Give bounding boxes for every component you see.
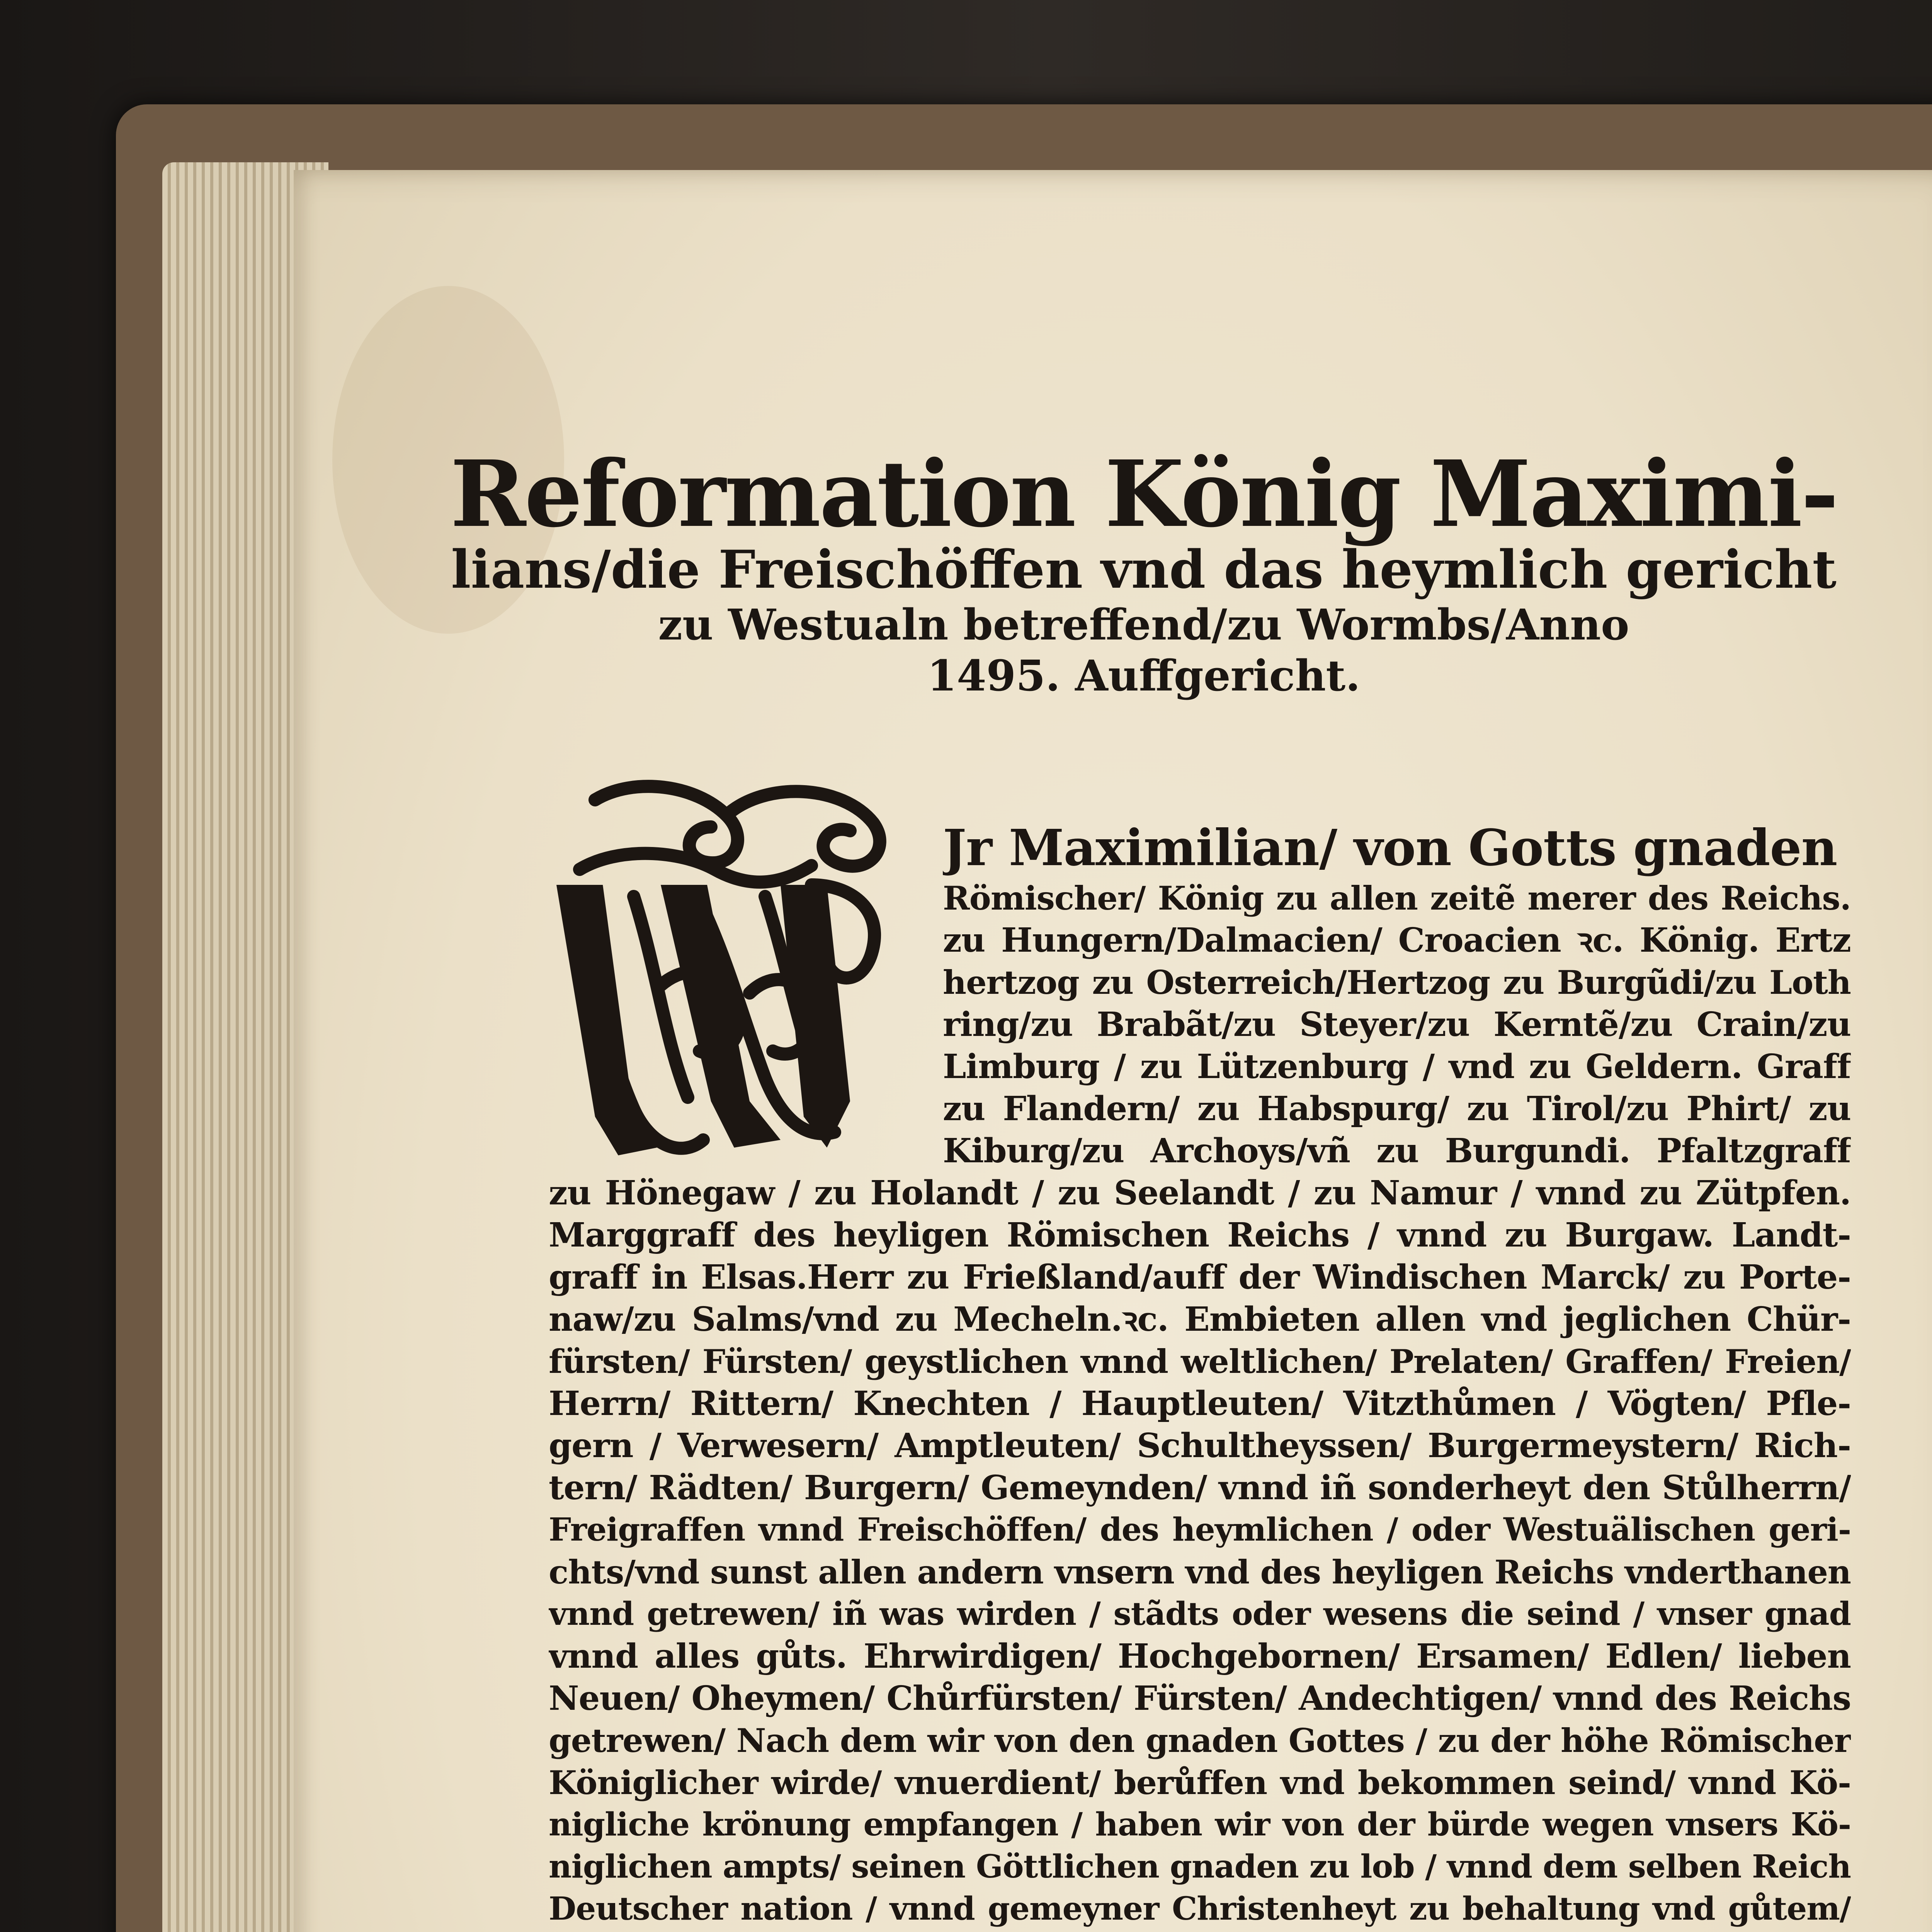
body-text-line: vnnd alles gůts. Ehrwirdigen/ Hochgebornen/ Ersamen/ Edlen/ lieben xyxy=(549,1637,1851,1676)
body-text-line: Limburg / zu Lützenburg / vnd zu Geldern. Graff xyxy=(943,1047,1851,1086)
body-text-line: Römischer/ König zu allen zeitẽ merer des Reichs. xyxy=(943,879,1851,917)
title-line: zu Westualn betreffend/zu Wormbs/Anno xyxy=(658,600,1629,650)
body-text-line: Freigraffen vnnd Freischöffen/ des heymlichen / oder Westuälischen geri- xyxy=(549,1511,1851,1548)
body-text-line: Deutscher nation / vnnd gemeyner Christenheyt zu behaltung vnd gůtem/ xyxy=(549,1890,1851,1927)
page-title xyxy=(444,440,1843,701)
body-text-line xyxy=(549,1930,1851,1932)
body-text-line: zu Hönegaw / zu Holandt / zu Seelandt / zu Namur / vnnd zu Zütpfen. xyxy=(549,1173,1851,1213)
body-text-line: niglichen ampts/ seinen Göttlichen gnaden zu lob / vnnd dem selben Reich xyxy=(549,1848,1851,1885)
body-text-line: nigliche krönung empfangen / haben wir von der bürde wegen vnsers Kö- xyxy=(549,1806,1851,1843)
body-opening-line: Jr Maximilian/ von Gotts gnaden xyxy=(943,819,1837,877)
body-text xyxy=(549,819,1851,1932)
body-text-line: gern / Verwesern/ Amptleuten/ Schultheyssen/ Burgermeystern/ Rich- xyxy=(549,1426,1851,1465)
body-text-line: Kiburg/zu Archoys/vñ zu Burgundi. Pfaltzgraff xyxy=(943,1131,1851,1170)
body-text-line: fürsten/ Fürsten/ geystlichen vnnd weltlichen/ Prelaten/ Graffen/ Freien/ xyxy=(549,1342,1851,1381)
body-text-line: Königlicher wirde/ vnuerdient/ berůffen vnd bekommen seind/ vnnd Kö- xyxy=(549,1764,1851,1802)
body-text-line: Marggraff des heyligen Römischen Reichs / vnnd zu Burgaw. Landt- xyxy=(549,1216,1851,1255)
body-text-line: zu Flandern/ zu Habspurg/ zu Tirol/zu Phirt/ zu xyxy=(943,1089,1851,1128)
title-line: 1495. Auffgericht. xyxy=(927,651,1361,701)
title-line: Reformation König Maximi- xyxy=(450,440,1837,548)
body-text-line: Herrn/ Rittern/ Knechten / Hauptleuten/ Vitzthůmen / Vögten/ Pfle- xyxy=(549,1384,1851,1423)
body-text-line: chts/vnd sunst allen andern vnsern vnd des heyligen Reichs vnderthanen xyxy=(549,1553,1851,1591)
body-text-line: vnnd getrewen/ iñ was wirden / stãdts oder wesens die seind / vnser gnad xyxy=(549,1595,1851,1633)
body-text-line: tern/ Rädten/ Burgern/ Gemeynden/ vnnd iñ sonderheyt den Stůlherrn/ xyxy=(549,1468,1851,1507)
body-text-line: hertzog zu Osterreich/Hertzog zu Burgũdi/zu Loth xyxy=(943,963,1851,1002)
title-line: lians/die Freischöffen vnd das heymlich gericht xyxy=(451,539,1837,600)
body-text-line: graff in Elsas.Herr zu Frießland/auff der Windischen Marck/ zu Porte- xyxy=(549,1258,1851,1297)
body-text-line: Neuen/ Oheymen/ Chůrfürsten/ Fürsten/ Andechtigen/ vnnd des Reichs xyxy=(549,1679,1851,1718)
body-text-line: naw/zu Salms/vnd zu Mecheln.ꝛc. Embieten allen vnd jeglichen Chür- xyxy=(549,1300,1851,1339)
body-text-line: getrewen/ Nach dem wir von den gnaden Gottes / zu der höhe Römischer xyxy=(549,1721,1851,1760)
body-text-line: ring/zu Brabãt/zu Steyer/zu Kerntẽ/zu Crain/zu xyxy=(943,1005,1851,1044)
body-text-line: zu Hungern/Dalmacien/ Croacien ꝛc. König. Ertz xyxy=(943,921,1851,960)
